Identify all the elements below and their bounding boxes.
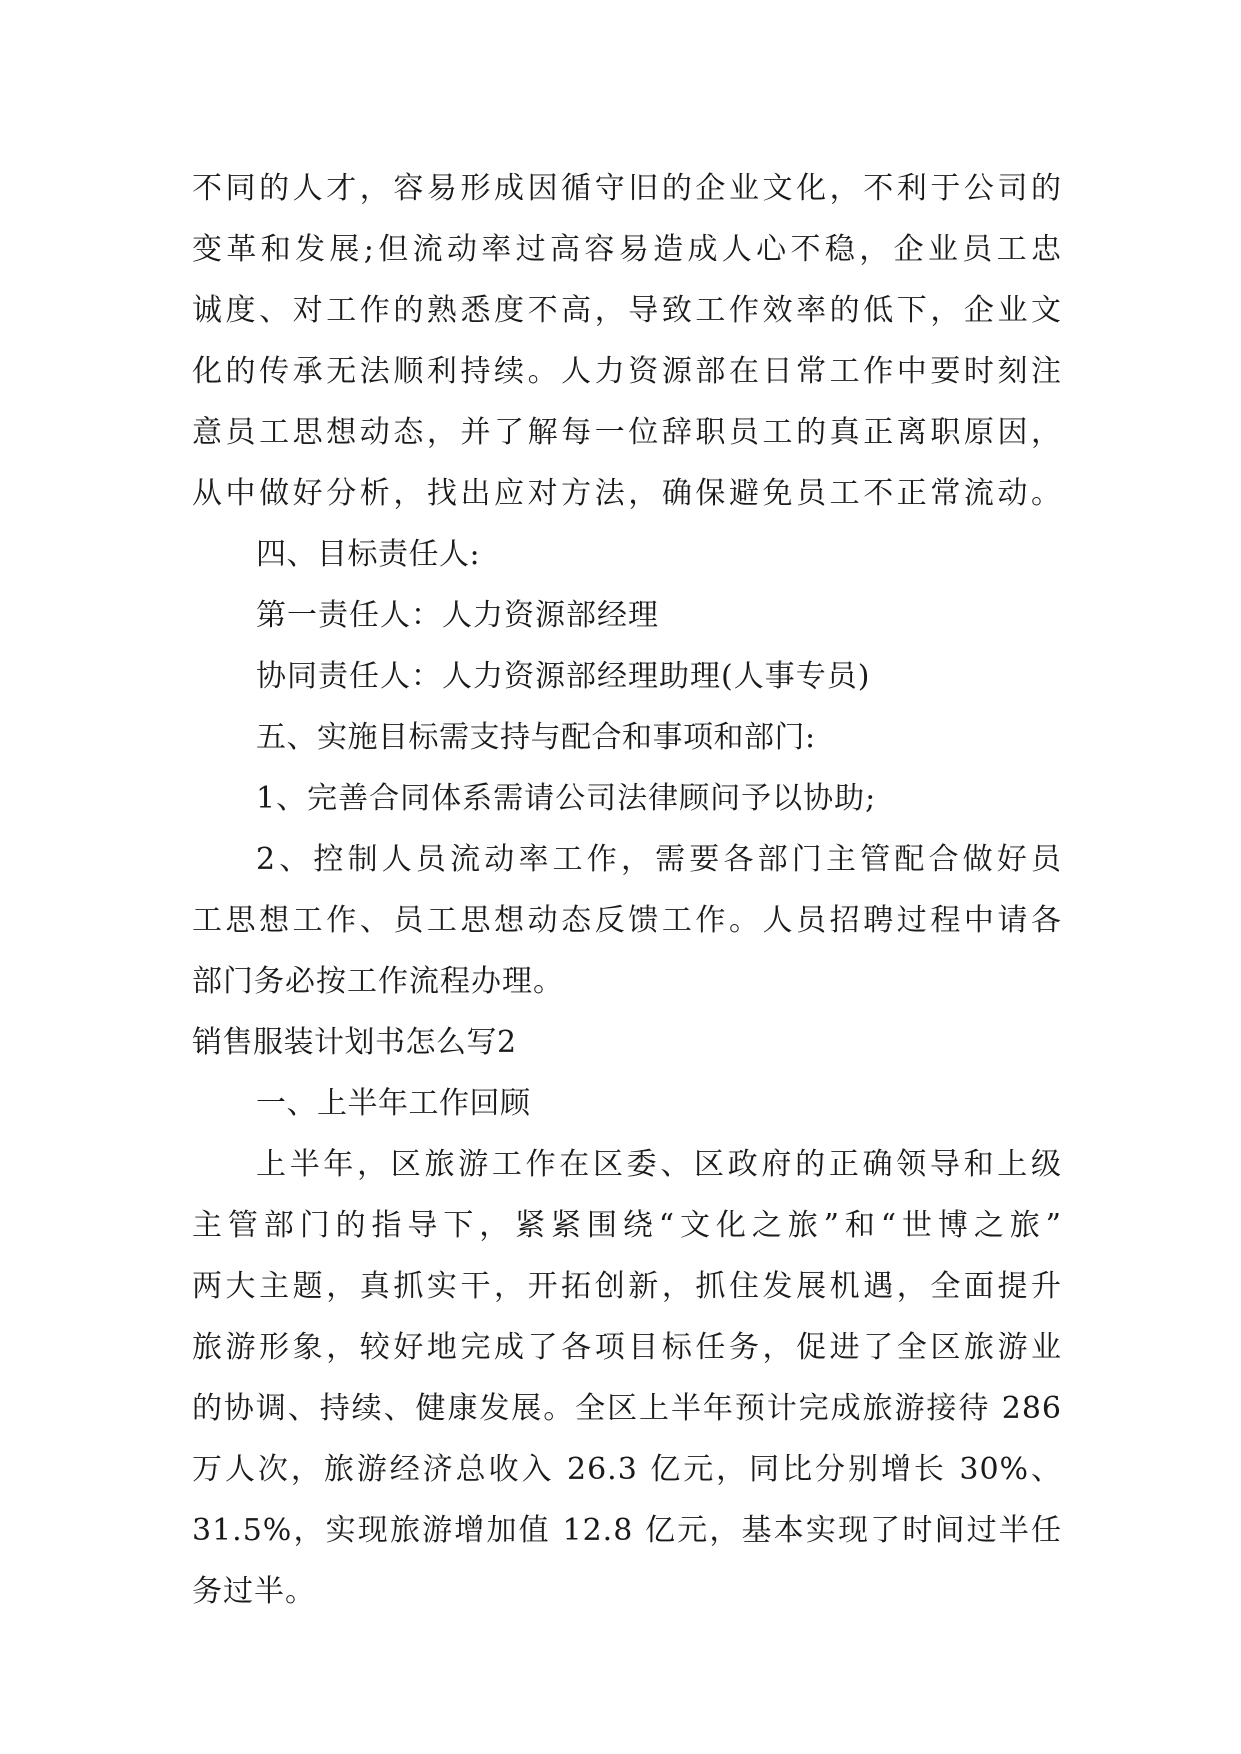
paragraph-line: 意员工思想动态，并了解每一位辞职员工的真正离职原因，: [192, 415, 1062, 450]
paragraph-line: 协同责任人：人力资源部经理助理(人事专员): [256, 659, 871, 694]
section-heading: 一、上半年工作回顾: [256, 1086, 531, 1121]
paragraph-line: 务过半。: [192, 1574, 316, 1609]
list-item: 1、完善合同体系需请公司法律顾问予以协助;: [256, 781, 877, 816]
document-body: [192, 158, 1062, 1622]
paragraph-line: 不同的人才，容易形成因循守旧的企业文化，不利于公司的: [192, 171, 1062, 206]
paragraph-line: 旅游形象，较好地完成了各项目标任务，促进了全区旅游业: [192, 1330, 1062, 1365]
paragraph-line: 万人次，旅游经济总收入 26.3 亿元，同比分别增长 30%、: [192, 1452, 1062, 1487]
paragraph-line: 31.5%，实现旅游增加值 12.8 亿元，基本实现了时间过半任: [192, 1513, 1062, 1548]
paragraph-line: 主管部门的指导下，紧紧围绕“文化之旅”和“世博之旅”: [192, 1208, 1062, 1243]
section-heading: 四、目标责任人:: [256, 537, 481, 572]
paragraph-line: 第一责任人：人力资源部经理: [256, 598, 659, 633]
paragraph-line: 部门务必按工作流程办理。: [192, 964, 564, 999]
section-heading: 五、实施目标需支持与配合和事项和部门:: [256, 720, 816, 755]
paragraph-line: 诚度、对工作的熟悉度不高，导致工作效率的低下，企业文: [192, 293, 1062, 328]
paragraph-line: 上半年，区旅游工作在区委、区政府的正确领导和上级: [256, 1147, 1062, 1182]
paragraph-line: 从中做好分析，找出应对方法，确保避免员工不正常流动。: [192, 476, 1062, 511]
paragraph-line: 两大主题，真抓实干，开拓创新，抓住发展机遇，全面提升: [192, 1269, 1062, 1304]
article-title: 销售服装计划书怎么写2: [192, 1025, 517, 1060]
paragraph-line: 化的传承无法顺利持续。人力资源部在日常工作中要时刻注: [192, 354, 1062, 389]
paragraph-line: 的协调、持续、健康发展。全区上半年预计完成旅游接待 286: [192, 1391, 1062, 1426]
list-item: 2、控制人员流动率工作，需要各部门主管配合做好员: [256, 842, 1062, 877]
paragraph-line: 工思想工作、员工思想动态反馈工作。人员招聘过程中请各: [192, 903, 1062, 938]
paragraph-line: 变革和发展;但流动率过高容易造成人心不稳，企业员工忠: [192, 232, 1062, 267]
